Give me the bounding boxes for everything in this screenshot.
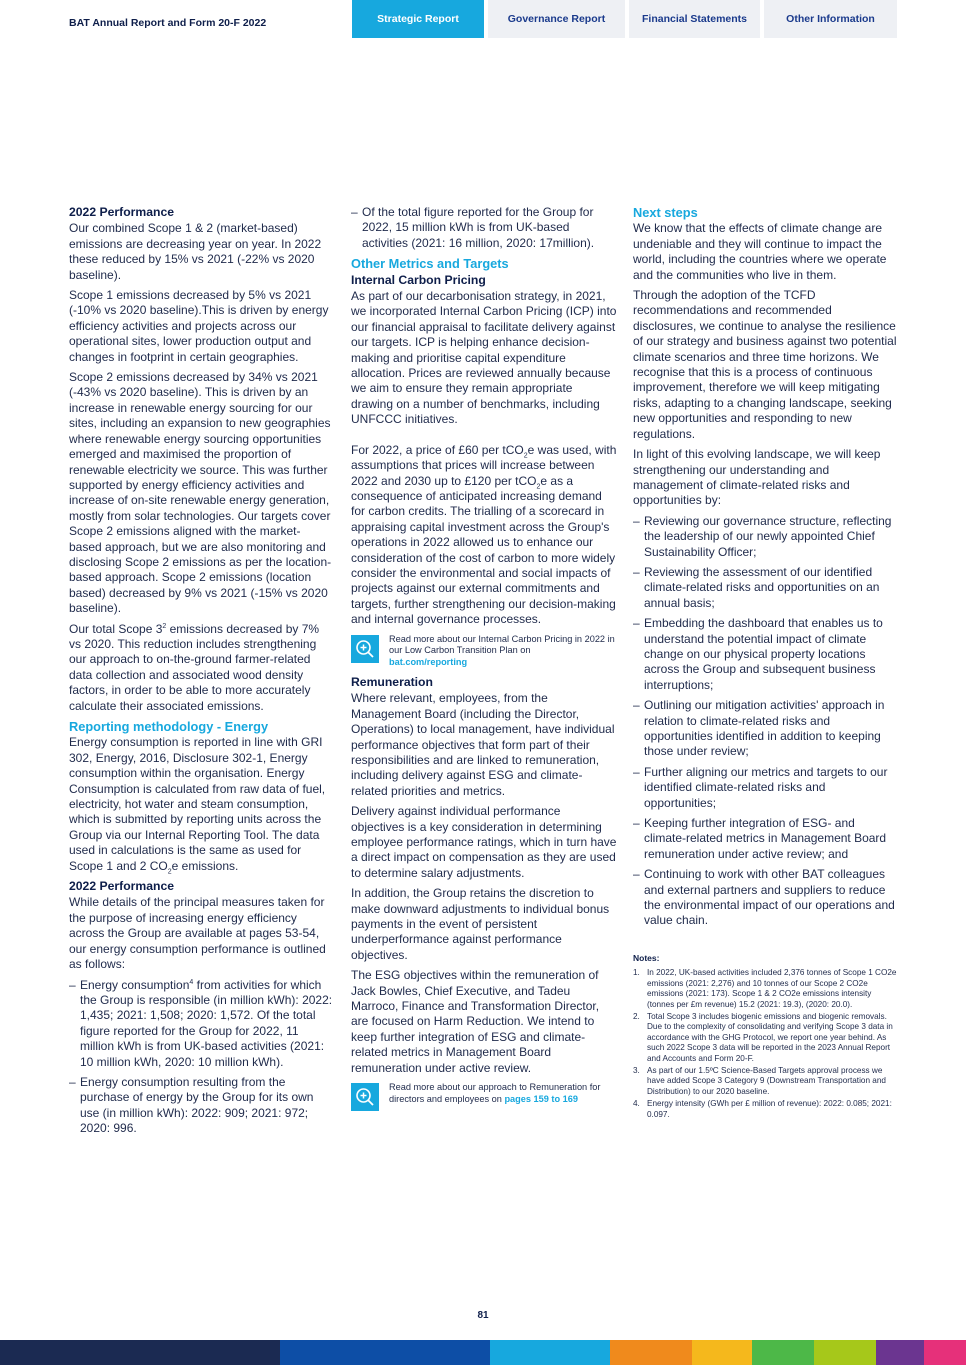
read-more-remuneration: Read more about our approach to Remuneration for directors and employees on pages 159 to 169 (351, 1082, 617, 1111)
paragraph: Delivery against individual performance objectives is a key consideration in determining employee performance ratings, which in turn have a direct impact on compensation as they are used to determine salary adjustments. (351, 804, 617, 880)
tab-other-information[interactable]: Other Information (764, 0, 897, 38)
list-item: – Reviewing the assessment of our identified climate-related risks and opportunities on an annual basis; (633, 565, 897, 611)
color-segment (280, 1340, 490, 1365)
brand-color-bar (0, 1340, 966, 1365)
heading-2022-performance: 2022 Performance (69, 205, 175, 219)
tab-strategic-report[interactable]: Strategic Report (352, 0, 484, 38)
paragraph: Scope 1 emissions decreased by 5% vs 2021 (-10% vs 2020 baseline).This is driven by energy efficiency activities and projects across our operational sites, lower production output and changes in footprint in certain geographies. (69, 288, 329, 364)
list-item: – Energy consumption$^4$ from activities for which the Group is responsible (in million kWh): 2022: 1,435; 2021: 1,508; 2020: 1,572. Of the total figure reported for the Group for 2022, 11 million kWh is from UK-based activities (2021: 10 million kWh, 2020: 10 million kWh). (69, 978, 333, 1070)
footnote: 4. Energy intensity (GWh per £ million of revenue): 2022: 0.085; 2021: 0.097. (633, 1099, 892, 1119)
list-item: – Energy consumption resulting from the purchase of energy by the Group for its own use (in million kWh): 2022: 909; 2021: 972; 2020: 996. (69, 1075, 333, 1137)
paragraph: We know that the effects of climate change are undeniable and they will continue to impact the world, including the countries where we operate and the communities who live in them. (633, 221, 887, 282)
list-item: – Continuing to work with other BAT colleagues and external partners and suppliers to reduce the environmental impact of our operations and value chain. (633, 867, 897, 929)
paragraph: In light of this evolving landscape, we will keep strengthening our understanding and management of climate-related risks and opportunities by: (633, 447, 881, 508)
color-segment (0, 1340, 140, 1365)
bat-reporting-link[interactable]: bat.com/reporting (389, 657, 468, 668)
list-item: – Outlining our mitigation activities' approach in relation to climate-related risks and opportunities identified in addition to keeping those under review; (633, 698, 897, 760)
color-segment (140, 1340, 280, 1365)
heading-remuneration: Remuneration (351, 674, 433, 689)
heading-other-metrics: Other Metrics and Targets (351, 256, 509, 272)
list-item: – Embedding the dashboard that enables us to understand the potential impact of climate change on our physical property locations across the Group and subsequent business interruptions; (633, 616, 897, 693)
tab-financial-statements[interactable]: Financial Statements (629, 0, 760, 38)
color-segment (814, 1340, 876, 1365)
paragraph: Energy consumption is reported in line with GRI 302, Energy, 2016, Disclosure 302-1, Energy consumption within the organisation. Energy Consumption is calculated from raw data of fuel, electricity, hot water and steam consumption, which is submitted by reporting units across the Group via our Internal Reporting Tool. The data used in calculations is the same as used for Scope 1 and 2 $CO_2e$ emissions. (69, 735, 326, 876)
color-segment (752, 1340, 814, 1365)
read-more-carbon-pricing: Read more about our Internal Carbon Pricing in 2022 in our Low Carbon Transition Plan on bat.com/reporting (351, 634, 617, 669)
footnote: 2. Total Scope 3 includes biogenic emissions and biogenic removals. Due to the complexity of consolidating and verifying Scope 3 data in accordance with the GHG Protocol, we report one year behind. As such 2022 Scope 3 data will be reported in the 2023 Annual Report and Accounts and Form 20-F. (633, 1011, 893, 1063)
section-tabs (352, 0, 901, 38)
list-item: – Further aligning our metrics and targets to our identified climate-related risks and opportunities; (633, 765, 897, 811)
paragraph: The ESG objectives within the remuneration of Jack Bowles, Chief Executive, and Tadeu Marroco, Finance and Transformation Director, are focused on Harm Reduction. We intend to keep further integration of ESG and climate-related metrics in Management Board remuneration under active review. (351, 968, 600, 1075)
paragraph: Our combined Scope 1 & 2 (market-based) emissions are decreasing year on year. In 2022 these reduced by 15% vs 2021 (-22% vs 2020 baseline). (69, 221, 322, 282)
paragraph: While details of the principal measures taken for the purpose of increasing energy efficiency across the Group are available at pages 53-54, our energy consumption performance is outlined as follows: (69, 895, 326, 972)
color-segment (924, 1340, 966, 1365)
color-segment (490, 1340, 610, 1365)
tab-governance-report[interactable]: Governance Report (488, 0, 625, 38)
column-left (69, 205, 333, 1142)
notes-heading: Notes: (633, 952, 660, 963)
paragraph: Our total Scope $3^2$ emissions decreased by 7% vs 2020. This reduction includes strengthening our approach to on-the-ground farmer-related data collection and associated wood density factors, in order to be able to more accurately calculate their associated emissions. (69, 621, 320, 713)
document-title: BAT Annual Report and Form 20-F 2022 (69, 17, 267, 29)
footnote: 1. In 2022, UK-based activities included 2,376 tonnes of Scope 1 CO2e emissions (2021: 2,276) and 10 tonnes of our Scope 2 CO2e emissions (2021: 173). Scope 1 & 2 CO2e emissions intensity (tonnes per £m revenue) 15.2 (2021: 19.3), (2020: 20.0). (633, 968, 897, 1009)
list-item: – Of the total figure reported for the Group for 2022, 15 million kWh is from UK-based activities (2021: 16 million, 2020: 17million). (351, 205, 617, 251)
paragraph: Where relevant, employees, from the Management Board (including the Director, Operations) to local management, have individual performance objectives that form part of their responsibilities and are linked to remuneration, including delivery against ESG and climate-related priorities and metrics. (351, 691, 615, 798)
paragraph: Through the adoption of the TCFD recommendations and recommended disclosures, we continue to analyse the resilience of our strategy and business against two potential climate scenarios and three time horizons. We recognise that this is a process of continuous improvement, therefore we will keep mitigating risks, adapting to a changing landscape, seeking new opportunities and responding to new regulations. (633, 288, 897, 441)
list-item: – Keeping further integration of ESG- and climate-related metrics in Management Board remuneration under active review; and (633, 816, 897, 862)
color-segment (692, 1340, 752, 1365)
column-right (633, 205, 897, 1122)
paragraph: In addition, the Group retains the discretion to make downward adjustments to individual bonus payments in the event of persistent underperformance against performance objectives. (351, 886, 610, 962)
heading-next-steps: Next steps (633, 205, 698, 220)
paragraph: As part of our decarbonisation strategy, in 2021, we incorporated Internal Carbon Pricing (ICP) into our financial appraisal to facilitate delivery against our targets. ICP is helping enhance decision-making and prioritise capital expenditure allocation. Prices are reviewed annually because we aim to ensure they remain appropriate drawing on a number of benchmarks, including UNFCCC initiatives. (351, 289, 617, 427)
heading-2022-performance-energy: 2022 Performance (69, 879, 175, 894)
read-more-icon (351, 635, 379, 663)
heading-internal-carbon-pricing: Internal Carbon Pricing (351, 272, 486, 287)
read-more-icon (351, 1083, 379, 1111)
paragraph: Scope 2 emissions decreased by 34% vs 2021 (-43% vs 2020 baseline). This is driven by an increase in renewable energy sourcing for our sites, including an expansion to new geographies where renewable energy sourcing opportunities emerged and maximised the proportion of renewable electricity we source. This was further supported by energy efficiency activities and increase of on-site renewable energy generation, mostly from solar technologies. Our targets cover Scope 2 emissions aligned with the market-based approach, but we are also monitoring and disclosing Scope 2 emissions as per the location-based approach. Scope 2 emissions (location based) decreased by 9% vs 2021 (-15% vs 2020 baseline). (69, 370, 332, 616)
paragraph: For 2022, a price of £60 per tCO$_2$e was used, with assumptions that prices will increase between 2022 and 2030 up to £120 per tCO$_2$e as a consequence of anticipated increasing demand for carbon credits. The trialling of a scorecard in appraising capital investment across the Group's operations in 2022 allowed us to enhance our consideration of the cost of carbon to more widely consider the environmental and social impacts of projects against our external commitments and targets, further strengthening our decision-making and internal governance processes. (351, 442, 617, 627)
color-segment (610, 1340, 692, 1365)
footnote: 3. As part of our 1.5ºC Science-Based Targets approval process we have added Scope 3 Category 9 (Downstream Transportation and Distribution) to our 2020 baseline. (633, 1065, 886, 1096)
color-segment (876, 1340, 924, 1365)
page-number: 81 (477, 1310, 489, 1321)
heading-reporting-methodology: Reporting methodology - Energy (69, 719, 269, 734)
remuneration-pages-link[interactable]: pages 159 to 169 (504, 1093, 578, 1104)
column-middle (351, 205, 617, 1117)
list-item: – Reviewing our governance structure, reflecting the leadership of our newly appointed Chief Sustainability Officer; (633, 514, 897, 560)
